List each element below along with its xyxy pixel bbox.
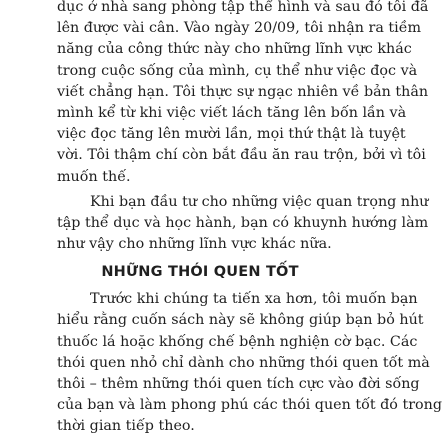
line-text: như vậy cho những lĩnh vực khác nữa.	[57, 236, 332, 253]
line-text: thói quen nhỏ chỉ dành cho những thói quen tốt mà	[57, 354, 430, 371]
text-line	[0, 145, 426, 166]
line-text: năng của công thức này cho những lĩnh vực khác	[57, 41, 412, 58]
line-text: viết chẳng hạn. Tôi thực sự ngạc nhiên về bản thân	[57, 83, 429, 100]
line-text: trong cuộc sống của mình, cụ thể như việc đọc và	[57, 62, 418, 79]
text-line	[0, 103, 407, 124]
line-text: thôi – thêm những thói quen tích cực vào đời sống	[57, 376, 420, 392]
line-text: dục ở nhà sang phòng tập thể hình và sau đó tôi đã	[57, 0, 429, 15]
line-text: Trước khi chúng ta tiến xa hơn, tôi muốn bạn	[90, 291, 418, 308]
text-line	[0, 374, 420, 395]
line-text: lên được vài cân. Vào ngày 20/09, tôi nhận ra tiềm	[57, 20, 422, 37]
text-line	[0, 332, 418, 353]
text-line	[0, 18, 422, 39]
text-line	[0, 234, 400, 255]
line-text: việc đọc tăng lên mười lần, mọi thứ thật là tuyệt	[57, 126, 406, 143]
text-line	[0, 213, 429, 234]
text-line	[0, 82, 429, 103]
text-line	[0, 124, 406, 145]
text-line	[0, 395, 442, 416]
text-line	[0, 310, 424, 331]
line-text: của bạn và làm phong phú các thói quen tốt đó trong	[57, 397, 442, 414]
line-text: Khi bạn đầu tư cho những việc quan trọng như	[90, 193, 429, 210]
section-heading: NHỮNG THÓI QUEN TỐT	[101, 264, 299, 281]
text-line	[0, 192, 429, 213]
text-line	[0, 416, 400, 437]
text-line	[0, 61, 418, 82]
line-text: tập thể dục và học hành, bạn có khuynh hướng làm	[57, 214, 429, 231]
line-text: vời. Tôi thậm chí còn bắt đầu ăn rau trộn, bởi vì tôi	[57, 147, 426, 164]
line-text: thuốc lá hoặc khống chế bệnh nghiện cờ bạc. Các	[57, 333, 418, 350]
line-text: mình kể từ khi việc viết lách tăng lên bốn lần và	[57, 104, 407, 121]
text-line	[0, 39, 412, 60]
line-text: thời gian tiếp theo.	[57, 418, 195, 435]
text-line	[0, 353, 430, 374]
text-line	[0, 289, 418, 310]
text-line	[0, 0, 429, 18]
text-line	[0, 167, 400, 188]
line-text: muốn thế.	[57, 168, 131, 185]
line-text: hiểu rằng cuốn sách này sẽ không giúp bạn bỏ hút	[57, 312, 424, 329]
